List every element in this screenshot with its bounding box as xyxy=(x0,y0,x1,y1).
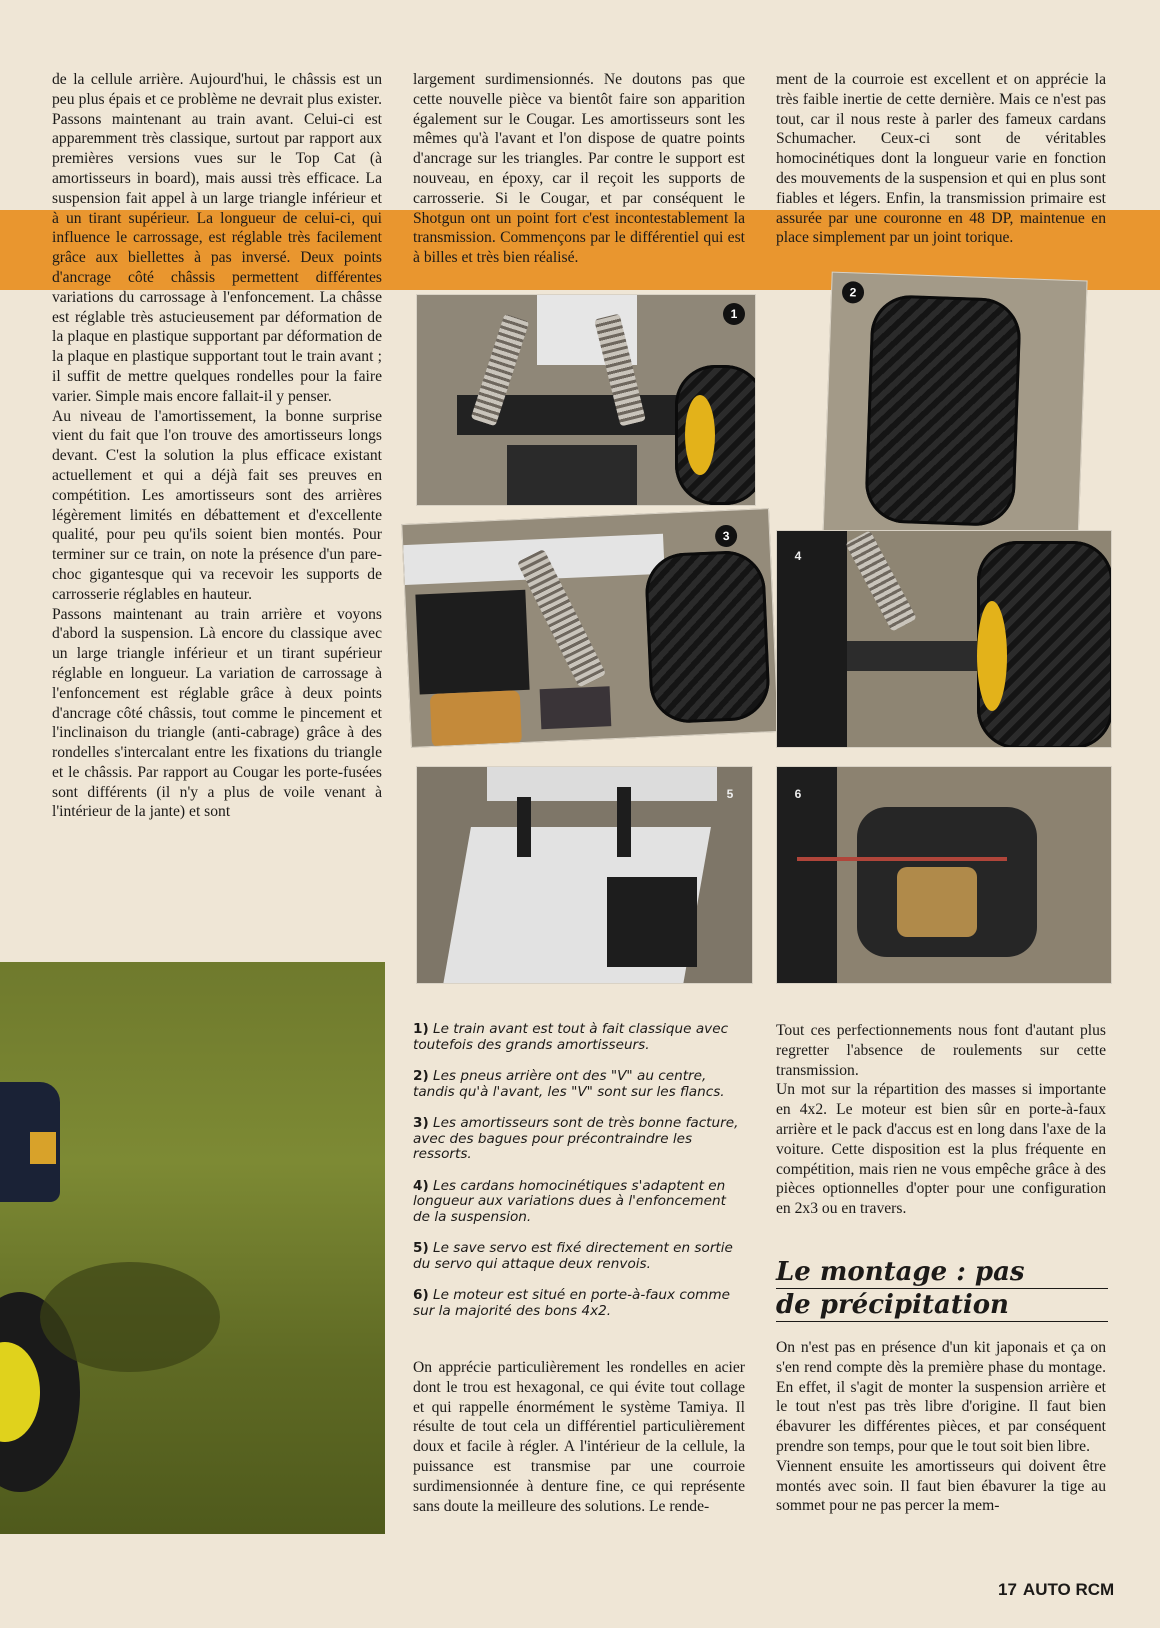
photo-motor xyxy=(776,766,1112,984)
photo-number-badge: 2 xyxy=(842,281,865,304)
photo-number-badge: 3 xyxy=(715,525,738,548)
photo-shock-absorbers xyxy=(401,508,778,748)
photo-captions xyxy=(413,1022,745,1335)
article-column-2 xyxy=(413,70,745,268)
photo-number-badge: 5 xyxy=(726,787,734,801)
caption: 4) Les cardans homocinétiques s'adaptent en longueur aux variations dues à l'enfoncement de la suspension. xyxy=(413,1177,726,1225)
paragraph: largement surdimensionnés. Ne doutons pas que cette nouvelle pièce va bientôt faire son apparition également sur le Cougar. Les amortisseurs sont les mêmes qu'à l'avant et l'on dispose de quatre points d'ancrage sur les triangles. Par contre le support est nouveau, en époxy, car il reçoit les supports de carrosserie. Si le Cougar, et par conséquent le Shotgun ont un point fort c'est incontestablement la transmission. Commençons par le différentiel qui est à billes et très bien réalisé. xyxy=(413,71,745,267)
article-column-3-lower xyxy=(776,1021,1106,1219)
caption: 3) Les amortisseurs sont de très bonne facture, avec des bagues pour précontraindre les ressorts. xyxy=(413,1115,739,1162)
caption: 1) Le train avant est tout à fait classique avec toutefois des grands amortisseurs. xyxy=(413,1021,729,1053)
magazine-name: AUTO RCM xyxy=(1022,1580,1115,1599)
photo-front-suspension xyxy=(416,294,756,506)
paragraph: Passons maintenant au train arrière et voyons d'abord la suspension. Là encore du classique avec un large triangle inférieur et un tirant supérieur réglable en longueur. La variation de carrossage à l'enfoncement est réglable grâce à deux points d'ancrage côté châssis, tout comme le pincement et l'inclinaison du triangle (anti-cabrage) grâce à des rondelles s'intercalant entre les fixations du triangle et le châssis. Par rapport au Cougar les porte-fusées sont différents (il n'y a plus de voile venant à l'intérieur de la jante) et sont xyxy=(52,605,382,821)
photo-number-badge: 1 xyxy=(723,303,745,325)
article-column-3-final xyxy=(776,1338,1106,1516)
photo-number-badge: 4 xyxy=(794,549,802,563)
paragraph: On apprécie particulièrement les rondelles en acier dont le trou est hexagonal, ce qui évite tout collage et qui rappelle énormément le système Tamiya. Il résulte de tout cela un différentiel particulièrement doux et facile à régler. A l'intérieur de la cellule, la puissance est transmise par une courroie surdimensionnée à denture fine, ce qui représente sans doute la meilleure des solutions. Le rende- xyxy=(413,1359,745,1515)
page-footer xyxy=(998,1580,1114,1600)
paragraph: Tout ces perfectionnements nous font d'autant plus regretter l'absence de roulements sur cette transmission. xyxy=(776,1022,1106,1079)
paragraph: Un mot sur la répartition des masses si importante en 4x2. Le moteur est bien sûr en porte-à-faux arrière et le pack d'accus est en long dans l'axe de la voiture. Cette disposition est la plus fréquente en compétition, mais rien ne vous empêche grâce à des pièces optionnelles d'opter pour une configuration en 2x3 ou en travers. xyxy=(776,1081,1106,1218)
photo-rear-tire xyxy=(822,272,1087,549)
photo-cv-joints xyxy=(776,530,1112,748)
article-column-3 xyxy=(776,70,1106,248)
paragraph: ment de la courroie est excellent et on apprécie la très faible inertie de cette dernière. Mais ce n'est pas tout, car il nous reste à parler des fameux cardans Schumacher. Ceux-ci sont de véritables homocinétiques dont la longueur varie en fonction des mouvements de la suspension et qui en plus sont fiables et légers. Enfin, la transmission primaire est assurée par une couronne en 48 DP, maintenue en place simplement par un joint torique. xyxy=(776,71,1106,247)
paragraph: On n'est pas en présence d'un kit japonais et ça on s'en rend compte dès la première phase du montage. En effet, il s'agit de monter la suspension arrière et le tout n'est pas très libre d'origine. Il faut bien ébavurer les différentes pièces, et par conséquent prendre son temps, pour que le tout soit bien libre. xyxy=(776,1339,1106,1455)
caption: 6) Le moteur est situé en porte-à-faux comme sur la majorité des bons 4x2. xyxy=(413,1287,731,1319)
paragraph: Au niveau de l'amortissement, la bonne surprise vient du fait que l'on trouve des amortisseurs longs devant. C'est la solution la plus efficace existant actuellement et qui a déjà fait ses preuves en compétition. Les amortisseurs sont des arrières légèrement limités en débattement et d'excellente qualité, pour peu qu'ils soient bien montés. Pour terminer sur ce train, on note la présence d'un pare-choc gigantesque qui va recevoir les supports de carrosserie réglables en hauteur. xyxy=(52,407,382,603)
page-number: 17 xyxy=(998,1580,1017,1599)
photo-buggy-in-motion xyxy=(0,962,385,1534)
photo-save-servo xyxy=(416,766,753,984)
paragraph: de la cellule arrière. Aujourd'hui, le châssis est un peu plus épais et ce problème ne devrait plus exister. Passons maintenant au train avant. Celui-ci est apparemment très classique, surtout par rapport aux premières versions vues sur le Top Cat (à amortisseurs in board), mais aussi très efficace. La suspension fait appel à un large triangle inférieur et à un tirant supérieur. La longueur de celui-ci, qui influence le carrossage, est réglable très facilement grâce aux biellettes à pas inversé. Deux points d'ancrage côté châssis permettent différentes variations du carrossage à l'enfoncement. La châsse est réglable très astucieusement par déformation de la plaque en plastique supportant par déformation de la plaque en plastique supportant tout le train avant ; il suffit de mettre quelques rondelles pour la faire varier. Simple mais encore fallait-il y penser. xyxy=(52,71,382,405)
section-heading: Le montage : pas de précipitation xyxy=(776,1256,1108,1322)
photo-number-badge: 6 xyxy=(794,787,802,801)
paragraph: Viennent ensuite les amortisseurs qui doivent être montés avec soin. Il faut bien ébavurer la tige au sommet pour ne pas percer la mem- xyxy=(776,1457,1106,1515)
caption: 5) Le save servo est fixé directement en sortie du servo qui attaque deux renvois. xyxy=(413,1240,733,1272)
caption: 2) Les pneus arrière ont des "V" au centre, tandis qu'à l'avant, les "V" sont sur les flancs. xyxy=(413,1068,725,1100)
article-column-1 xyxy=(52,70,382,822)
article-column-2-lower xyxy=(413,1358,745,1516)
